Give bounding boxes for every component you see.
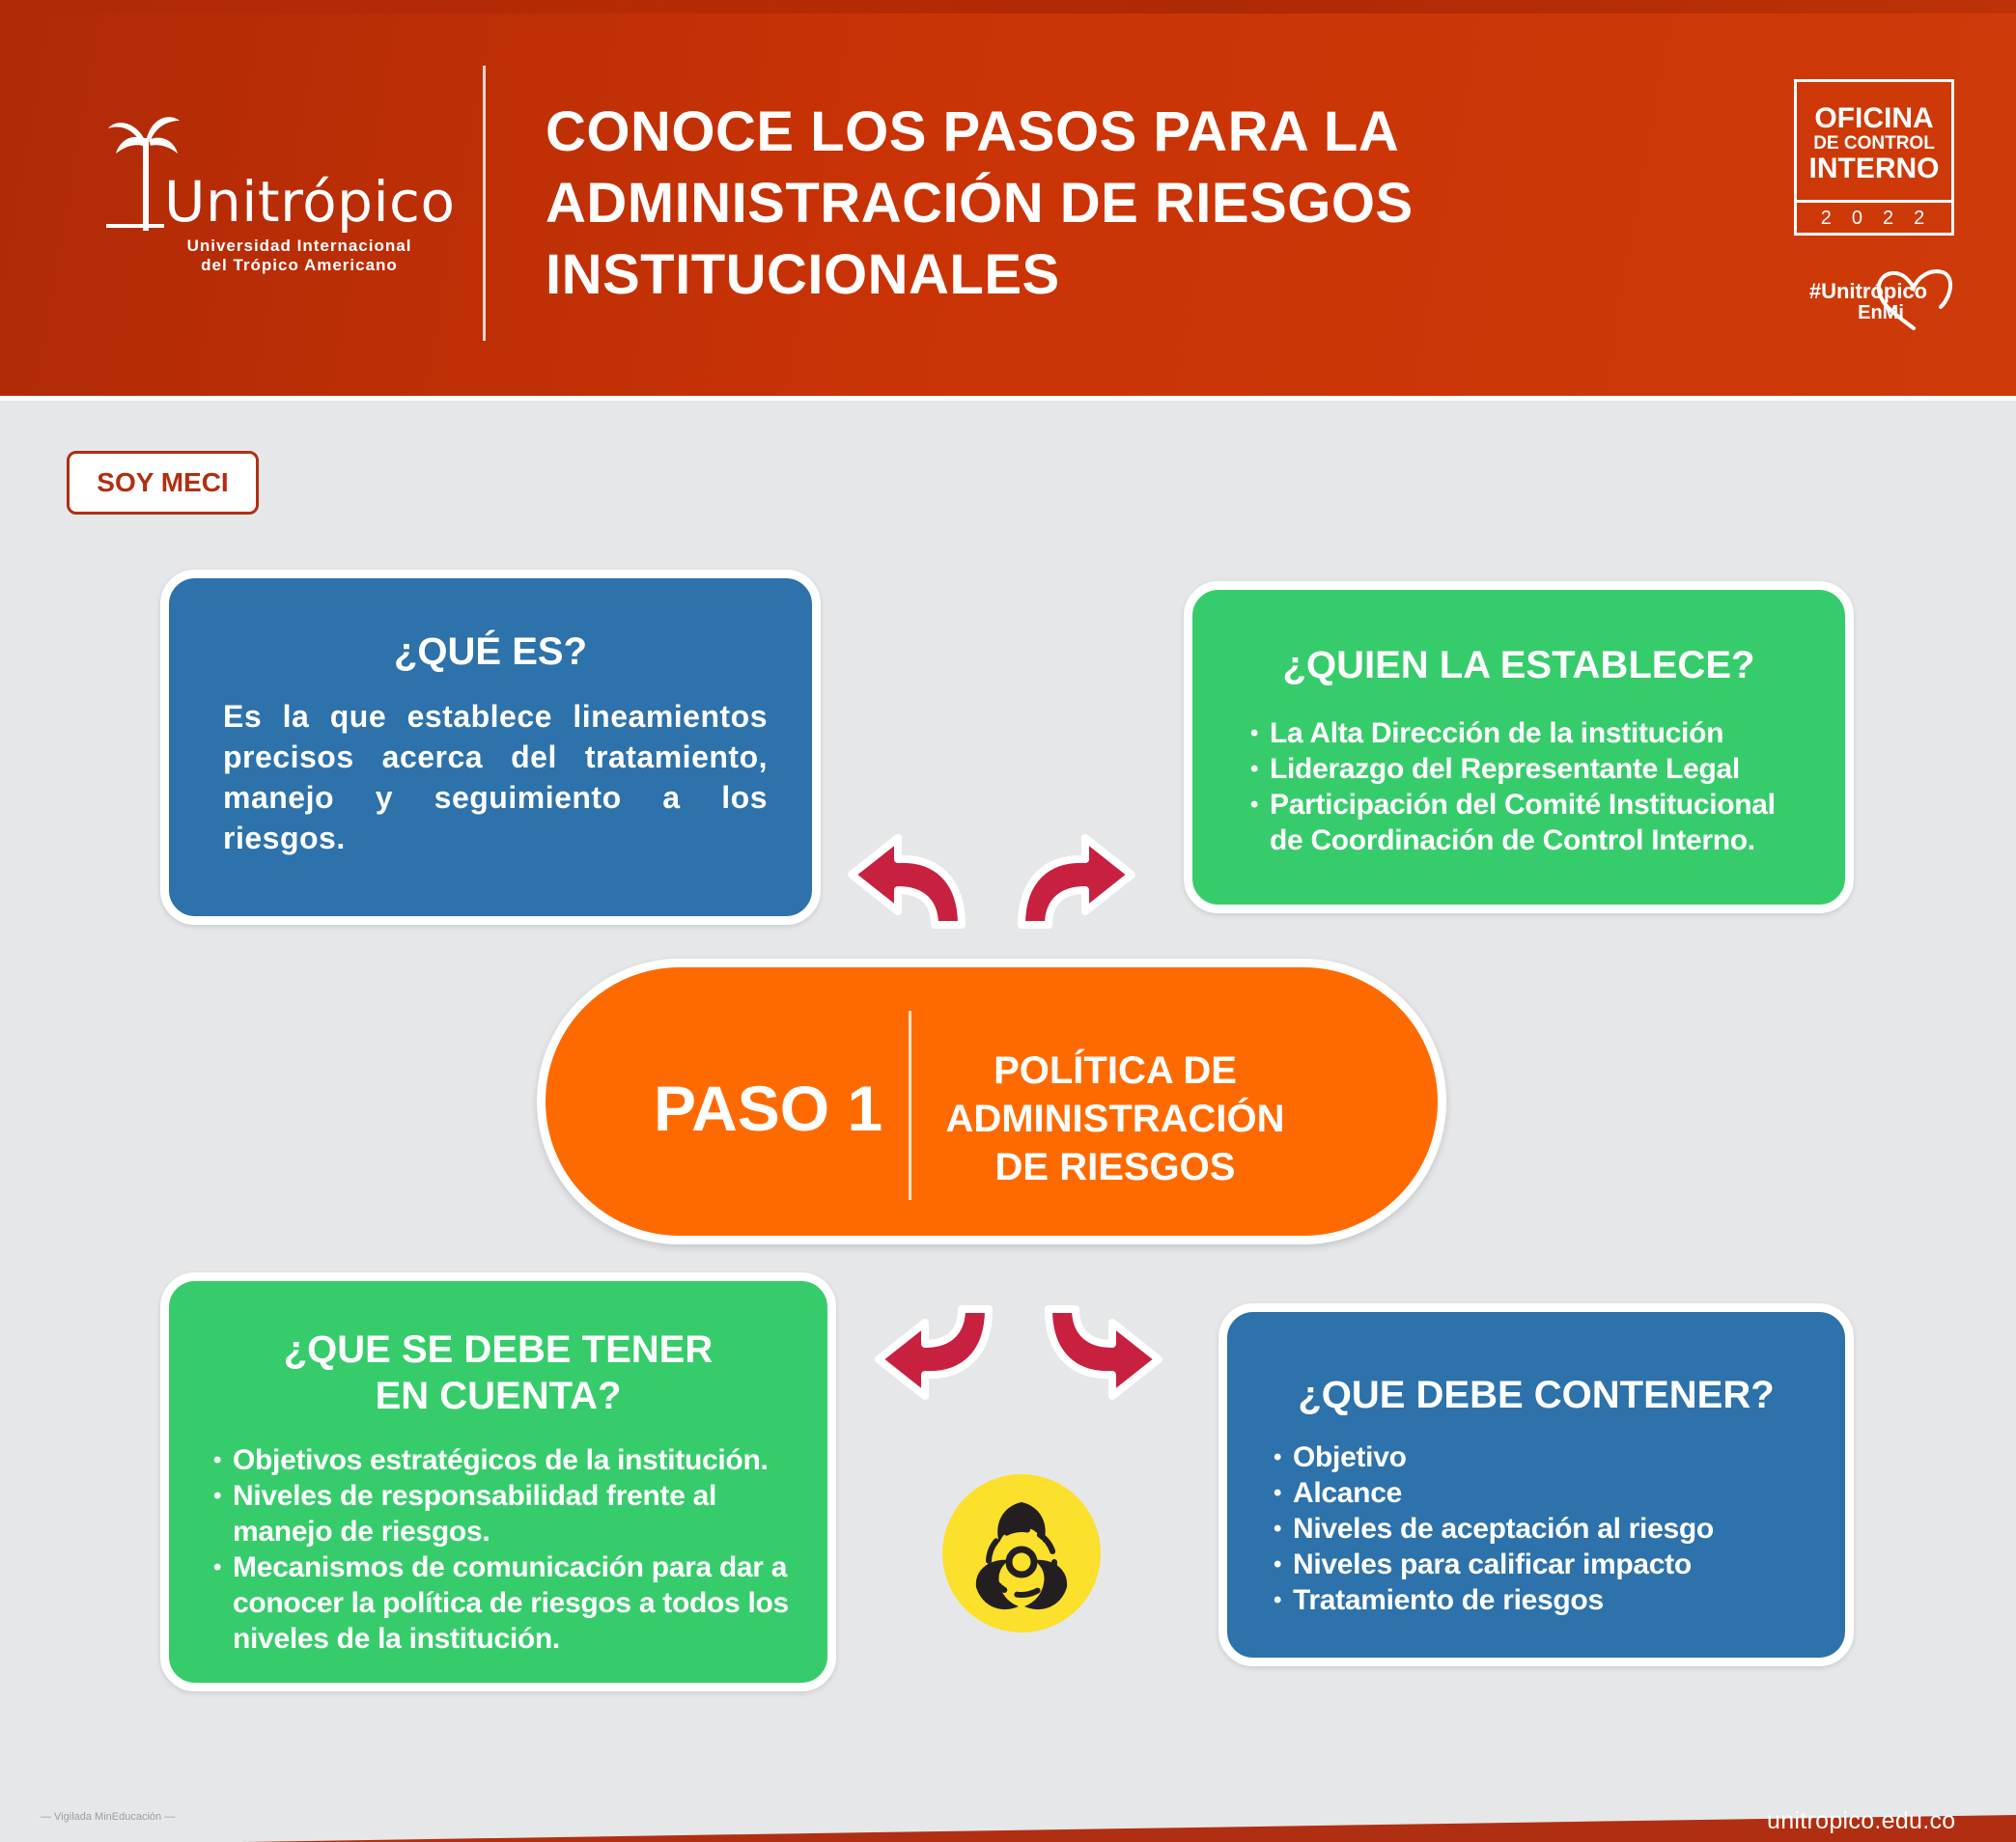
hashtag-line2: EnMi xyxy=(1858,302,1904,323)
office-separator xyxy=(1797,200,1951,203)
card-consider-list xyxy=(213,1442,798,1657)
list-item: • Niveles de aceptación al riesgo xyxy=(1274,1511,1816,1547)
header-divider xyxy=(483,66,486,341)
office-year: 2022 xyxy=(1820,208,1946,229)
list-item: • Mecanismos de comunicación para dar a conocer la política de riesgos a todos los niveles de la institución. xyxy=(213,1549,798,1657)
header-banner xyxy=(0,0,2016,401)
card-who-sets xyxy=(1184,581,1854,913)
curved-arrow-icon xyxy=(1000,811,1145,936)
list-item: • Liderazgo del Representante Legal xyxy=(1250,751,1816,787)
logo-underline xyxy=(106,224,164,228)
card-who-sets-title: ¿QUIEN LA ESTABLECE? xyxy=(1282,644,1755,686)
list-item: • Niveles para calificar impacto xyxy=(1274,1547,1816,1582)
list-item: • Objetivos estratégicos de la institución. xyxy=(213,1442,798,1478)
office-badge xyxy=(1794,79,1954,236)
card-what-is-title: ¿QUÉ ES? xyxy=(393,630,588,673)
unitropico-logo[interactable] xyxy=(106,111,456,285)
list-item: • Alcance xyxy=(1274,1475,1816,1511)
curved-arrow-icon xyxy=(1027,1298,1172,1423)
step-pill xyxy=(537,959,1446,1244)
card-consider-title-line1: ¿QUE SE DEBE TENER xyxy=(283,1328,714,1371)
card-what-is xyxy=(160,570,821,925)
soy-meci-badge: SOY MECI xyxy=(67,451,259,515)
step-divider xyxy=(909,1011,911,1200)
card-consider-title xyxy=(169,1326,827,1419)
step-number: PASO 1 xyxy=(654,1073,883,1144)
footer-bar xyxy=(0,1815,2016,1842)
curved-arrow-icon xyxy=(865,1298,1010,1423)
office-line3: INTERNO xyxy=(1808,153,1940,184)
list-item: • Niveles de responsabilidad frente al manejo de riesgos. xyxy=(213,1478,798,1549)
vigilada-mineducacion: — Vigilada MinEducación — xyxy=(41,1811,176,1823)
card-contain-list xyxy=(1274,1439,1816,1618)
website-link[interactable]: unitropico.edu.co xyxy=(1767,1807,1956,1834)
list-item: • Tratamiento de riesgos xyxy=(1274,1582,1816,1618)
biohazard-icon xyxy=(941,1473,1102,1633)
hashtag-line1: #Unitrópico xyxy=(1808,279,1928,303)
card-contain xyxy=(1218,1303,1854,1666)
card-who-sets-list xyxy=(1250,715,1816,858)
logo-name: Unitrópico xyxy=(164,169,456,235)
header-shade xyxy=(0,0,2016,14)
heart-icon xyxy=(1873,266,1954,332)
card-consider xyxy=(160,1272,836,1691)
card-contain-title: ¿QUE DEBE CONTENER? xyxy=(1298,1374,1775,1416)
curved-arrow-icon xyxy=(838,811,983,936)
office-line1: OFICINA xyxy=(1814,102,1934,134)
logo-subtitle-line1: Universidad Internacional xyxy=(186,237,412,255)
list-item: • La Alta Dirección de la institución xyxy=(1250,715,1816,751)
logo-subtitle xyxy=(164,237,434,275)
card-what-is-text: Es la que establece lineamientos precisos acerca del tratamiento, manejo y seguimiento a los riesgos. xyxy=(223,699,768,855)
card-consider-title-line2: EN CUENTA? xyxy=(375,1375,622,1417)
list-item: • Objetivo xyxy=(1274,1439,1816,1475)
office-line2: DE CONTROL xyxy=(1813,133,1935,154)
step-label: POLÍTICA DE ADMINISTRACIÓN DE RIESGOS xyxy=(945,1049,1285,1188)
logo-subtitle-line2: del Trópico Americano xyxy=(201,256,398,274)
list-item: • Participación del Comité Institucional de Coordinación de Control Interno. xyxy=(1250,787,1816,858)
page-title: CONOCE LOS PASOS PARA LA ADMINISTRACIÓN DE RIESGOS INSTITUCIONALES xyxy=(546,100,1414,306)
hashtag-unitropico-enmi[interactable] xyxy=(1796,280,1941,322)
